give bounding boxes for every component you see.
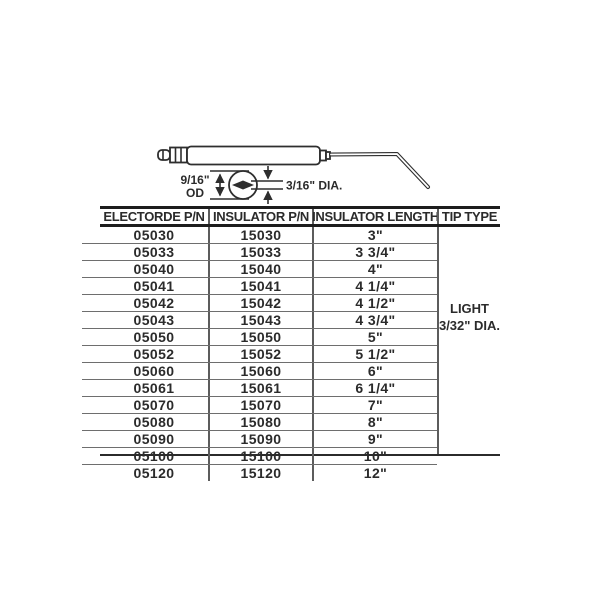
cell-insulator-pn: 15120 xyxy=(208,465,312,481)
cell-insulator-pn: 15043 xyxy=(208,312,312,328)
parts-table xyxy=(100,206,501,481)
table-row xyxy=(82,431,437,448)
cell-electrode-pn: 05043 xyxy=(133,312,175,328)
dimension-annotations xyxy=(180,166,342,204)
tip-type-line2: 3/32" DIA. xyxy=(438,318,501,333)
table-header-row xyxy=(100,206,500,227)
table-row xyxy=(82,465,437,481)
cell-insulator-length: 8" xyxy=(312,414,437,430)
cell-electrode-pn: 05100 xyxy=(133,448,175,464)
table-row xyxy=(82,244,437,261)
cell-electrode-pn: 05033 xyxy=(133,244,175,260)
cell-electrode-pn: 05060 xyxy=(133,363,175,379)
cell-insulator-pn: 15090 xyxy=(208,431,312,447)
header-electrode-pn: ELECTORDE P/N xyxy=(103,209,205,224)
table-row xyxy=(82,363,437,380)
cell-insulator-pn: 15080 xyxy=(208,414,312,430)
table-row xyxy=(82,295,437,312)
cell-insulator-length: 3 3/4" xyxy=(312,244,437,260)
cell-insulator-length: 5 1/2" xyxy=(312,346,437,362)
cell-insulator-pn: 15070 xyxy=(208,397,312,413)
table-row xyxy=(82,380,437,397)
cell-electrode-pn: 05041 xyxy=(133,278,175,294)
table-row xyxy=(82,227,437,244)
cell-insulator-pn: 15042 xyxy=(208,295,312,311)
table-row xyxy=(82,346,437,363)
table-row xyxy=(82,278,437,295)
cell-insulator-length: 5" xyxy=(312,329,437,345)
cell-electrode-pn: 05070 xyxy=(133,397,175,413)
cell-insulator-length: 3" xyxy=(312,227,437,243)
table-row xyxy=(82,261,437,278)
table-row xyxy=(82,329,437,346)
table-rows xyxy=(82,227,437,481)
cell-insulator-length: 4 3/4" xyxy=(312,312,437,328)
cell-insulator-pn: 15060 xyxy=(208,363,312,379)
cell-insulator-pn: 15052 xyxy=(208,346,312,362)
table-row xyxy=(82,448,437,465)
cell-insulator-pn: 15100 xyxy=(208,448,312,464)
table-row xyxy=(82,414,437,431)
cell-insulator-pn: 15061 xyxy=(208,380,312,396)
cell-electrode-pn: 05030 xyxy=(133,227,175,243)
table-body xyxy=(100,227,501,481)
cell-insulator-pn: 15050 xyxy=(208,329,312,345)
cell-electrode-pn: 05042 xyxy=(133,295,175,311)
header-tip-type: TIP TYPE xyxy=(437,209,500,224)
electrode-diagram xyxy=(155,135,445,210)
cell-insulator-pn: 15033 xyxy=(208,244,312,260)
cell-insulator-length: 4" xyxy=(312,261,437,277)
table-row xyxy=(82,397,437,414)
insulator-body xyxy=(187,147,320,165)
cell-insulator-length: 9" xyxy=(312,431,437,447)
dia-label: 3/16" DIA. xyxy=(286,178,343,193)
cell-insulator-length: 12" xyxy=(312,465,437,481)
cell-electrode-pn: 05040 xyxy=(133,261,175,277)
cell-insulator-pn: 15030 xyxy=(208,227,312,243)
cell-electrode-pn: 05120 xyxy=(133,465,175,481)
electrode-terminal-nub xyxy=(158,150,170,160)
header-insulator-length: INSULATOR LENGTH xyxy=(312,209,439,224)
od-value-label: 9/16" xyxy=(180,173,210,187)
cell-insulator-length: 10" xyxy=(312,448,437,464)
cell-electrode-pn: 05052 xyxy=(133,346,175,362)
cell-insulator-length: 4 1/2" xyxy=(312,295,437,311)
header-insulator-pn: INSULATOR P/N xyxy=(208,209,312,224)
cell-electrode-pn: 05090 xyxy=(133,431,175,447)
cell-electrode-pn: 05080 xyxy=(133,414,175,430)
cell-insulator-pn: 15041 xyxy=(208,278,312,294)
cell-insulator-length: 6 1/4" xyxy=(312,380,437,396)
tip-type-cell xyxy=(437,227,500,454)
cell-insulator-length: 4 1/4" xyxy=(312,278,437,294)
tip-type-line1: LIGHT xyxy=(450,301,489,316)
cell-insulator-length: 7" xyxy=(312,397,437,413)
table-row xyxy=(82,312,437,329)
cell-electrode-pn: 05050 xyxy=(133,329,175,345)
od-unit-label: OD xyxy=(186,186,204,200)
electrode-terminal-collar xyxy=(170,148,187,163)
cell-insulator-pn: 15040 xyxy=(208,261,312,277)
cell-electrode-pn: 05061 xyxy=(133,380,175,396)
cell-insulator-length: 6" xyxy=(312,363,437,379)
electrode-wire-core xyxy=(331,154,428,187)
